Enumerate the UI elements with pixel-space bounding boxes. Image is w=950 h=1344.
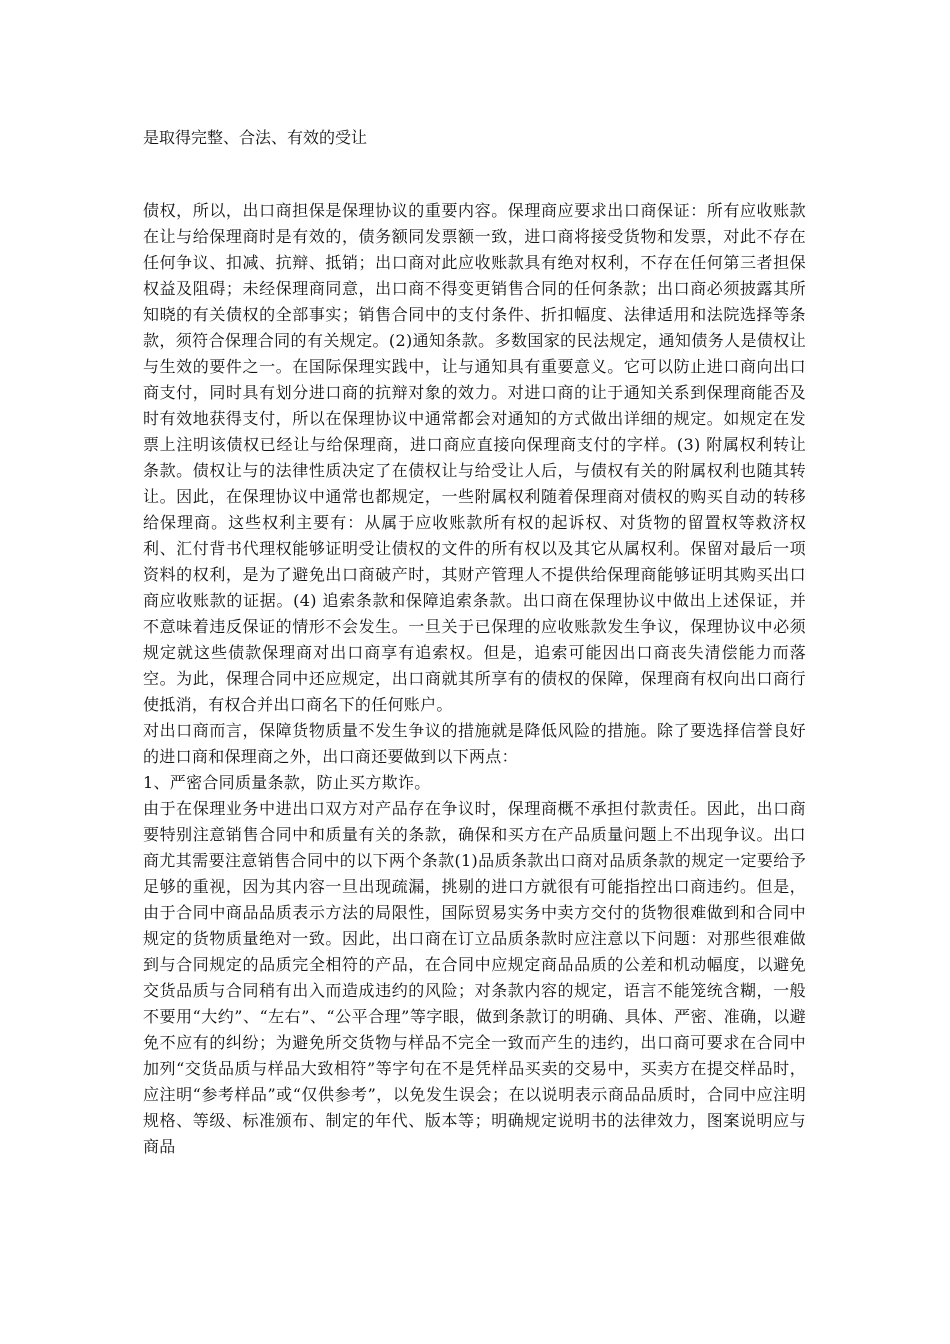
document-body (143, 198, 806, 1160)
paragraph-quality-risk: 对出口商而言，保障货物质量不发生争议的措施就是降低风险的措施。除了要选择信誉良好的进口商和保理商之外，出口商还要做到以下两点： (143, 721, 806, 766)
paragraph-factoring-clauses: 债权，所以，出口商担保是保理协议的重要内容。保理商应要求出口商保证：所有应收账款在让与给保理商时是有效的，债务额同发票额一致，进口商将接受货物和发票，对此不存在任何争议、扣减、抗辩、抵销；出口商对此应收账款具有绝对权利，不存在任何第三者担保权益及阻碍；未经保理商同意，出口商不得变更销售合同的任何条款；出口商必须披露其所知晓的有关债权的全部事实；销售合同中的支付条件、折扣幅度、法律适用和法院选择等条款，须符合保理合同的有关规定。(2)通知条款。多数国家的民法规定，通知债务人是债权让与生效的要件之一。在国际保理实践中，让与通知具有重要意义。它可以防止进口商向出口商支付，同时具有划分进口商的抗辩对象的效力。对进口商的让于通知关系到保理商能否及时有效地获得支付，所以在保理协议中通常都会对通知的方式做出详细的规定。如规定在发票上注明该债权已经让与给保理商，进口商应直接向保理商支付的字样。(3) 附属权利转让条款。债权让与的法律性质决定了在债权让与给受让人后，与债权有关的附属权利也随其转让。因此，在保理协议中通常也都规定，一些附属权利随着保理商对债权的购买自动的转移给保理商。这些权利主要有：从属于应收账款所有权的起诉权、对货物的留置权等救济权利、汇付背书代理权能够证明受让债权的文件的所有权以及其它从属权利。保留对最后一项资料的权利，是为了避免出口商破产时，其财产管理人不提供给保理商能够证明其购买出口商应收账款的证据。(4) 追索条款和保障追索条款。出口商在保理协议中做出上述保证，并不意味着违反保证的情形不会发生。一旦关于已保理的应收账款发生争议，保理协议中必须规定就这些债款保理商对出口商享有追索权。但是，追索可能因出口商丧失清偿能力而落空。为此，保理合同中还应规定，出口商就其所享有的债权的保障，保理商有权向出口商行使抵消，有权合并出口商名下的任何账户。 (143, 201, 806, 714)
paragraph-quality-clauses: 由于在保理业务中进出口双方对产品存在争议时，保理商概不承担付款责任。因此，出口商要特别注意销售合同中和质量有关的条款，确保和买方在产品质量问题上不出现争议。出口商尤其需要注意销售合同中的以下两个条款(1)品质条款出口商对品质条款的规定一定要给予足够的重视，因为其内容一旦出现疏漏，挑剔的进口方就很有可能指控出口商违约。但是，由于合同中商品品质表示方法的局限性，国际贸易实务中卖方交付的货物很难做到和合同中规定的货物质量绝对一致。因此，出口商在订立品质条款时应注意以下问题：对那些很难做到与合同规定的品质完全相符的产品，在合同中应规定商品品质的公差和机动幅度，以避免交货品质与合同稍有出入而造成违约的风险；对条款内容的规定，语言不能笼统含糊，一般不要用“大约”、“左右”、“公平合理”等字眼，做到条款订的明确、具体、严密、准确，以避免不应有的纠纷；为避免所交货物与样品不完全一致而产生的违约，出口商可要求在合同中加列“交货品质与样品大致相符”等字句在不是凭样品买卖的交易中，买卖方在提交样品时，应注明“参考样品”或“仅供参考”，以免发生误会；在以说明表示商品品质时，合同中应注明规格、等级、标准颁布、制定的年代、版本等；明确规定说明书的法律效力，图案说明应与商品 (143, 799, 806, 1156)
section-heading: 是取得完整、合法、有效的受让 (143, 128, 368, 147)
paragraph-point-1: 1、严密合同质量条款，防止买方欺诈。 (143, 773, 431, 792)
